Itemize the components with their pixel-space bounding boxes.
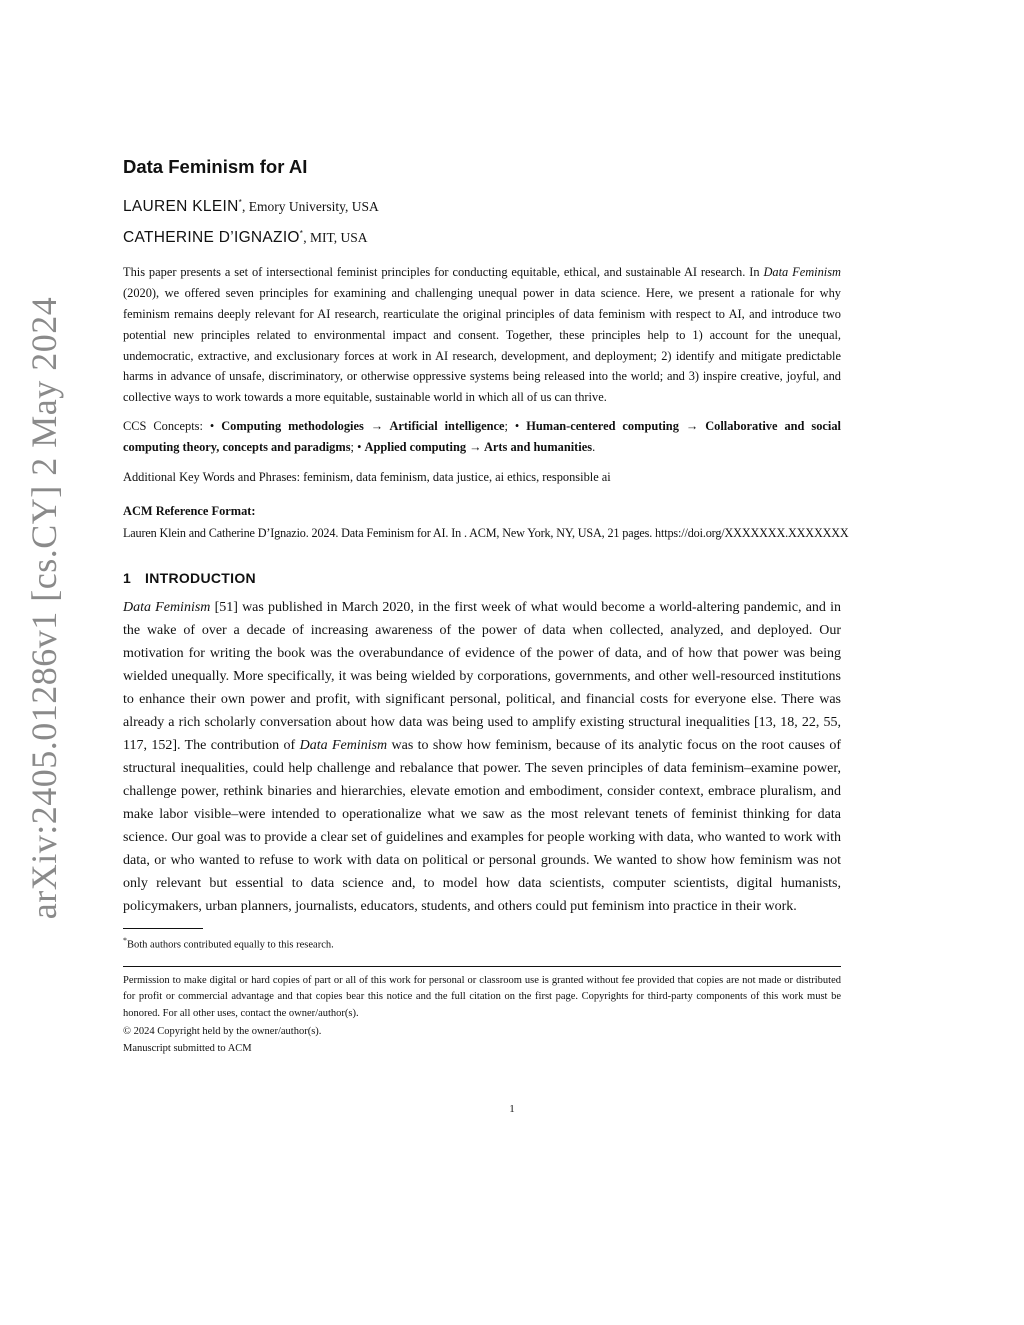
section-heading — [123, 570, 841, 586]
ccs-separator: ; • — [350, 439, 365, 454]
author-mark: * — [299, 229, 304, 239]
submission-notice: Manuscript submitted to ACM — [123, 1042, 252, 1054]
ccs-concept: Computing methodologies → Artificial intelligence — [221, 418, 505, 433]
ccs-label: CCS Concepts: • — [123, 418, 222, 433]
paragraph-text: [51] was published in March 2020, in the first week of what would become a world-altering pandemic, and in the wake of over a decade of increasing awareness of the power of data when collected, analyzed, and deployed. Our motivation for writing the book was the overabundance of evidence of the power of data, and of how that power was being wielded unequally. More specifically, it was being wielded by corporations, governments, and other well-resourced institutions to enhance their own power and profit, with significant personal, political, and financial costs for everyone else. There was already a rich scholarly conversation about how data was being used to amplify existing structural inequalities [13, 18, 22, 55, 117, 152]. The contribution of — [123, 600, 841, 754]
author-name-text: LAUREN KLEIN — [123, 198, 239, 216]
arxiv-sidebar-stamp — [0, 0, 90, 1325]
paper-title: Data Feminism for AI — [123, 156, 308, 177]
abstract-text: (2020), we offered seven principles for examining and challenging unequal power in data science. Here, we present a rationale for why feminism remains deeply relevant for AI research, rearticulate the original principles of data feminism with respect to AI, and introduce two potential new principles related to environmental impact and consent. Together, these principles help to 1) account for the unequal, undemocratic, extractive, and exclusionary forces at work in AI research, development, and deployment; 2) identify and mitigate predictable harms in advance of unsafe, discriminatory, or otherwise oppressive systems being released into the world; and 3) inspire creative, joyful, and collective ways to work towards a more equitable, sustainable world in which all of us can thrive. — [123, 286, 841, 405]
ccs-separator: ; • — [504, 418, 527, 433]
permission-divider — [123, 966, 841, 967]
page-number: 1 — [509, 1103, 515, 1115]
ccs-concept: Human-centered computing → Collaborative and social computing theory, concepts and paradigms — [123, 418, 842, 454]
keywords: Additional Key Words and Phrases: feminism, data feminism, data justice, ai ethics, responsible ai — [123, 470, 611, 485]
author-affiliation: , MIT, USA — [303, 230, 368, 246]
ccs-end: . — [592, 439, 596, 454]
reference-format-text: Lauren Klein and Catherine D’Ignazio. 2024. Data Feminism for AI. In . ACM, New York, NY, USA, 21 pages. https://doi.org/XXXXXXX.XXXXXXX — [123, 526, 849, 541]
author-mark: * — [238, 198, 243, 207]
footnote — [123, 933, 841, 954]
abstract — [123, 262, 841, 408]
arxiv-identifier: arXiv:2405.01286v1 [cs.CY] 2 May 2024 — [24, 296, 64, 920]
paragraph-text: was to show how feminism, because of its analytic focus on the root causes of structural inequalities, could help challenge and rebalance that power. The seven principles of data feminism–examine power, challenge power, rethink binaries and hierarchies, elevate emotion and embodiment, consider context, embrace pluralism, and make labor visible–were intended to operationalize what we saw as the most relevant tenets of feminist thinking for data science. Our goal was to provide a clear set of guidelines and examples for people working with data, who wanted to work with data, or who wanted to refuse to work with data on political or personal grounds. We wanted to show how feminism was not only relevant but essential to data science and, to model how data scientists, computer scientists, digital humanists, policymakers, urban planners, journalists, educators, students, and others could put feminism into practice in their work. — [123, 738, 841, 915]
author-name-text: CATHERINE D’IGNAZIO — [123, 229, 300, 247]
paper-page — [123, 150, 849, 1057]
footnote-text: Both authors contributed equally to this research. — [127, 939, 334, 951]
abstract-text: This paper presents a set of intersectional feminist principles for conducting equitable, ethical, and sustainable AI research. In — [123, 265, 764, 280]
book-title: Data Feminism — [299, 738, 388, 754]
ccs-concepts — [123, 416, 841, 458]
section-title: INTRODUCTION — [145, 570, 256, 587]
author-name — [123, 229, 303, 246]
section-number: 1 — [123, 570, 132, 587]
abstract-book-title: Data Feminism — [763, 265, 841, 280]
permission-notice: Permission to make digital or hard copies of part or all of this work for personal or classroom use is granted without fee provided that copies are not made or distributed for profit or commercial advantage and that copies bear this notice and the full citation on the first page. Copyrights for third-party components of this work must be honored. For all other uses, contact the owner/author(s). — [123, 974, 841, 1019]
author-line-2 — [123, 223, 841, 248]
reference-format-heading: ACM Reference Format: — [123, 504, 256, 519]
intro-paragraph — [123, 596, 841, 918]
author-name — [123, 198, 242, 215]
author-affiliation: , Emory University, USA — [242, 199, 379, 215]
ccs-concept: Applied computing → Arts and humanities — [364, 439, 593, 454]
book-title: Data Feminism — [123, 600, 211, 616]
footnote-divider — [123, 928, 203, 929]
copyright-notice: © 2024 Copyright held by the owner/author(s). — [123, 1026, 322, 1038]
footnote-mark: * — [123, 936, 127, 946]
author-line-1 — [123, 192, 841, 217]
